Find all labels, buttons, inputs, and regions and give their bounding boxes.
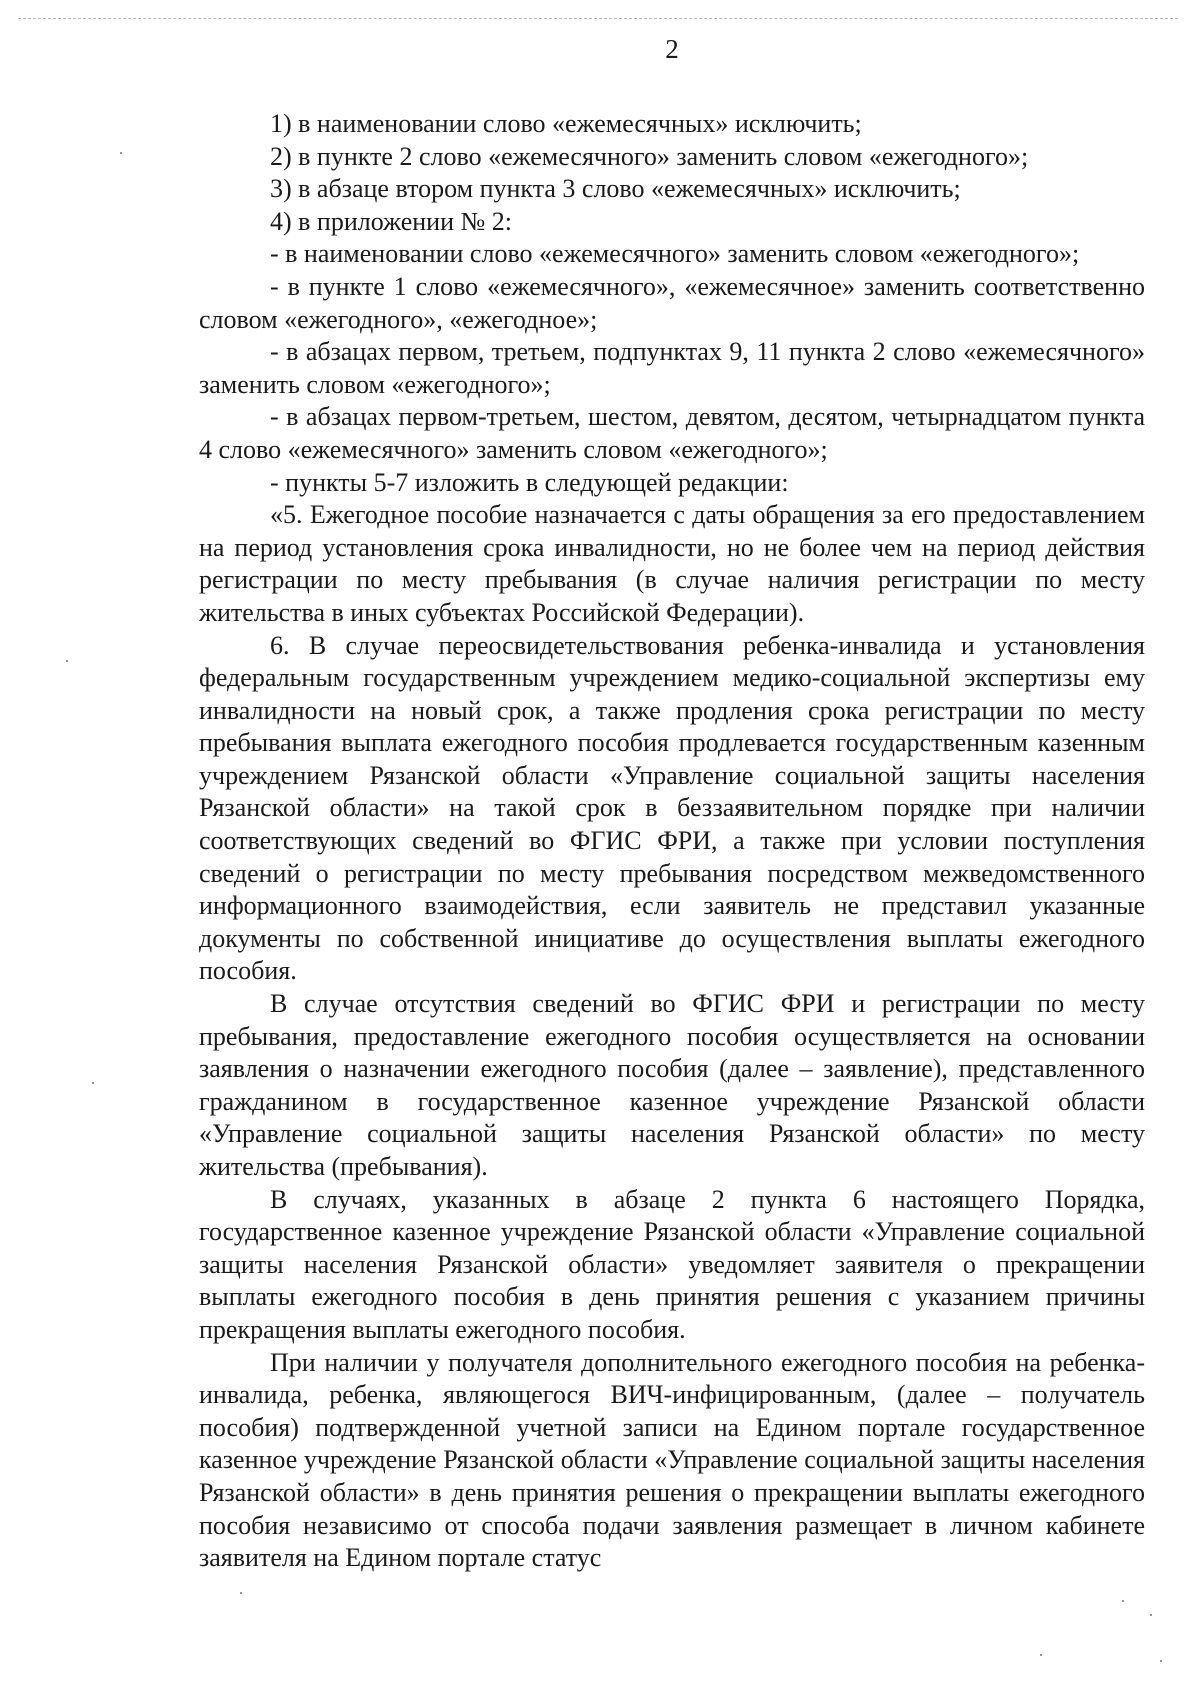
scan-speck [1150,1614,1152,1616]
page-number: 2 [665,34,679,64]
paragraph-point5: «5. Ежегодное пособие назначается с даты обращения за его предоставлением на период установления срока инвалидности, но не более чем на период действия регистрации по месту пребывания (в случае наличия регистрации по месту жительства в иных субъектах Российской Федерации). [199,500,1145,627]
scan-speck [1122,1600,1124,1602]
paragraph-point6-portal: При наличии у получателя дополнительного ежегодного пособия на ребенка-инвалида, ребенка, являющегося ВИЧ-инфицированным, (далее – получатель пособия) подтвержденной учетной записи на Едином портале государственное казенное учреждение Рязанской области «Управление социальной защиты населения Рязанской области» в день принятия решения о прекращении выплаты ежегодного пособия независимо от способа подачи заявления размещает в личном кабинете заявителя на Едином портале статус [199,1347,1145,1573]
paragraph-item-2: 2) в пункте 2 слово «ежемесячного» заменить словом «ежегодного»; [270,141,1029,171]
paragraph-subitem-title: - в наименовании слово «ежемесячного» заменить словом «ежегодного»; [270,239,1080,269]
scan-speck [1040,1654,1042,1656]
paragraph-point6-absence: В случае отсутствия сведений во ФГИС ФРИ и регистрации по месту пребывания, предоставление ежегодного пособия осуществляется на основании заявления о назначении ежегодного пособия (далее – заявление), представленного гражданином в государственное казенное учреждение Рязанской области «Управление социальной защиты населения Рязанской области» по месту жительства (пребывания). [199,989,1145,1181]
scan-speck [92,1082,94,1084]
scan-speck [120,152,122,154]
paragraph-point6: 6. В случае переосвидетельствования ребенка-инвалида и установления федеральным государственным учреждением медико-социальной экспертизы ему инвалидности на новый срок, а также продления срока регистрации по месту пребывания выплата ежегодного пособия продлевается государственным казенным учреждением Рязанской области «Управление социальной защиты населения Рязанской области» на такой срок в беззаявительном порядке при наличии соответствующих сведений во ФГИС ФРИ, а также при условии поступления сведений о регистрации по месту пребывания посредством межведомственного информационного взаимодействия, если заявитель не представил указанные документы по собственной инициативе до осуществления выплаты ежегодного пособия. [199,630,1145,986]
paragraph-item-1: 1) в наименовании слово «ежемесячных» исключить; [270,109,862,138]
paragraph-subitem-point1: - в пункте 1 слово «ежемесячного», «ежемесячное» заменить соответственно словом «ежегодного», «ежегодное»; [199,271,1145,334]
paragraph-subitem-point2: - в абзацах первом, третьем, подпунктах 9, 11 пункта 2 слово «ежемесячного» заменить словом «ежегодного»; [199,337,1145,399]
paragraph-item-4: 4) в приложении № 2: [270,206,513,236]
scan-speck [66,660,68,662]
document-body [199,108,1145,1575]
paragraph-point6-notification: В случаях, указанных в абзаце 2 пункта 6 настоящего Порядка, государственное казенное учреждение Рязанской области «Управление социальной защиты населения Рязанской области» уведомляет заявителя о прекращении выплаты ежегодного пособия в день принятия решения с указанием причины прекращения выплаты ежегодного пособия. [199,1184,1145,1344]
scan-speck [240,1592,242,1594]
paragraph-subitem-points5-7: - пункты 5-7 изложить в следующей редакции: [270,467,789,497]
paragraph-item-3: 3) в абзаце втором пункта 3 слово «ежемесячных» исключить; [270,174,961,204]
paragraph-subitem-point4: - в абзацах первом-третьем, шестом, девятом, десятом, четырнадцатом пункта 4 слово «ежемесячного» заменить словом «ежегодного»; [199,402,1145,464]
scan-speck [1160,1660,1162,1662]
scan-top-edge [18,18,1178,19]
